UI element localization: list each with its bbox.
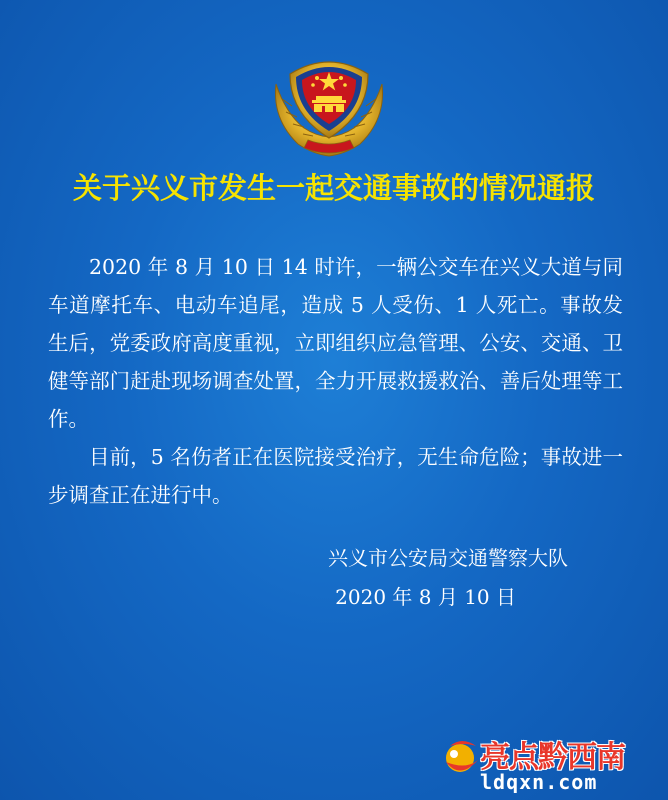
notice-paragraph-2: 目前，5 名伤者正在医院接受治疗，无生命危险；事故进一步调查正在进行中。 [48, 445, 623, 507]
site-logo-icon [440, 734, 484, 778]
police-emblem-icon [268, 44, 390, 160]
signature-date: 2020 年 8 月 10 日 [335, 585, 516, 609]
signature-organization: 兴义市公安局交通警察大队 [328, 546, 568, 570]
notice-body [48, 248, 623, 514]
notice-paragraph-1: 2020 年 8 月 10 日 14 时许，一辆公交车在兴义大道与同车道摩托车、电动车追尾，造成 5 人受伤、1 人死亡。事故发生后，党委政府高度重视，立即组织应急管理、公安、交通、卫健等部门赶赴现场调查处置，全力开展救援救治、善后处理等工作。 [48, 255, 623, 431]
notice-title: 关于兴义市发生一起交通事故的情况通报 [72, 171, 595, 205]
watermark-url: ldqxn.com [480, 770, 598, 794]
site-watermark [440, 728, 662, 796]
watermark-name: 亮点黔西南 [480, 740, 625, 775]
